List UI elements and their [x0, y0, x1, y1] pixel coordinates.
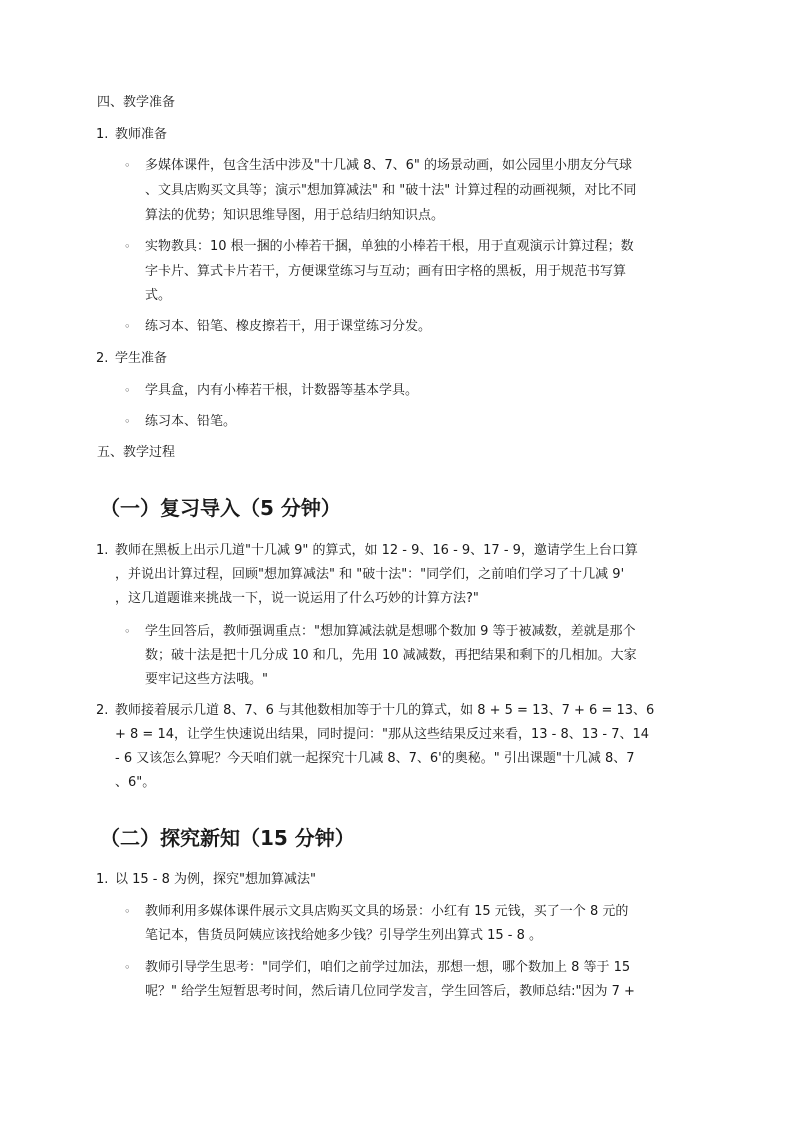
text-line: - 6 又该怎么算呢？今天咱们就一起探究十几减 8、7、6'的奥秘。" 引出课题"十几减 8、7 — [115, 751, 635, 766]
part-heading-explore: （二）探究新知（15 分钟） — [100, 826, 355, 850]
bullet-icon: ◦ — [124, 240, 131, 253]
text-line: ，这几道题谁来挑战一下，说一说运用了什么巧妙的计算方法?" — [115, 591, 479, 606]
text-line: 字卡片、算式卡片若干，方便课堂练习与互动；画有田字格的黑板，用于规范书写算 — [145, 264, 627, 279]
text-line: 教师在黑板上出示几道"十几减 9" 的算式，如 12 - 9、16 - 9、17 - 9，邀请学生上台口算 — [115, 543, 638, 558]
text-line: 、文具店购买文具等；演示"想加算减法" 和 "破十法" 计算过程的动画视频，对比不同 — [145, 183, 637, 198]
text-line: 学生回答后，教师强调重点："想加算减法就是想哪个数加 9 等于被减数，差就是那个 — [145, 624, 636, 639]
bullet-icon: ◦ — [124, 905, 131, 918]
text-line: 学具盒，内有小棒若干根，计数器等基本学具。 — [145, 383, 419, 398]
bullet-icon: ◦ — [124, 384, 131, 397]
section-heading-4: 四、教学准备 — [97, 95, 176, 110]
list-number: 2. — [96, 703, 109, 718]
text-line: 数；破十法是把十几分成 10 和几，先用 10 减减数，再把结果和剩下的几相加。大家 — [145, 648, 637, 663]
text-line: 教师引导学生思考："同学们，咱们之前学过加法，那想一想，哪个数加上 8 等于 15 — [145, 960, 631, 975]
text-line: 式。 — [145, 288, 172, 303]
bullet-icon: ◦ — [124, 415, 131, 428]
section-heading-5: 五、教学过程 — [97, 445, 176, 460]
text-line: 算法的优势；知识思维导图，用于总结归纳知识点。 — [145, 208, 445, 223]
list-number: 1. — [96, 543, 109, 558]
text-line: 练习本、铅笔。 — [145, 414, 237, 429]
text-line: 教师接着展示几道 8、7、6 与其他数相加等于十几的算式，如 8 + 5 = 13、7 + 6 = 13、6 — [115, 703, 655, 718]
list-item-title-student: 学生准备 — [115, 351, 168, 366]
text-line: 实物教具：10 根一捆的小棒若干捆，单独的小棒若干根，用于直观演示计算过程；数 — [145, 239, 634, 254]
text-line: 教师利用多媒体课件展示文具店购买文具的场景：小红有 15 元钱，买了一个 8 元的 — [145, 904, 629, 919]
bullet-icon: ◦ — [124, 320, 131, 333]
bullet-icon: ◦ — [124, 625, 131, 638]
list-number: 2. — [96, 351, 109, 366]
bullet-icon: ◦ — [124, 961, 131, 974]
text-line: 、6"。 — [115, 775, 156, 790]
text-line: ，并说出计算过程，回顾"想加算减法" 和 "破十法"："同学们，之前咱们学习了十几减 9' — [115, 567, 625, 582]
list-number: 1. — [96, 872, 109, 887]
text-line: 多媒体课件，包含生活中涉及"十几减 8、7、6" 的场景动画，如公园里小朋友分气球 — [145, 158, 633, 173]
text-line: 练习本、铅笔、橡皮擦若干，用于课堂练习分发。 — [145, 319, 432, 334]
list-item-title-teacher: 教师准备 — [115, 127, 168, 142]
list-number: 1. — [96, 127, 109, 142]
text-line: 呢？" 给学生短暂思考时间，然后请几位同学发言，学生回答后，教师总结:"因为 7 + — [145, 984, 635, 999]
text-line: 笔记本，售货员阿姨应该找给她多少钱？引导学生列出算式 15 - 8 。 — [145, 928, 543, 943]
part-heading-review: （一）复习导入（5 分钟） — [100, 496, 341, 520]
text-line: 要牢记这些方法哦。" — [145, 672, 268, 687]
text-line: 以 15 - 8 为例，探究"想加算减法" — [115, 872, 316, 887]
bullet-icon: ◦ — [124, 159, 131, 172]
text-line: + 8 = 14，让学生快速说出结果，同时提问："那从这些结果反过来看，13 - 8、13 - 7、14 — [115, 727, 650, 742]
